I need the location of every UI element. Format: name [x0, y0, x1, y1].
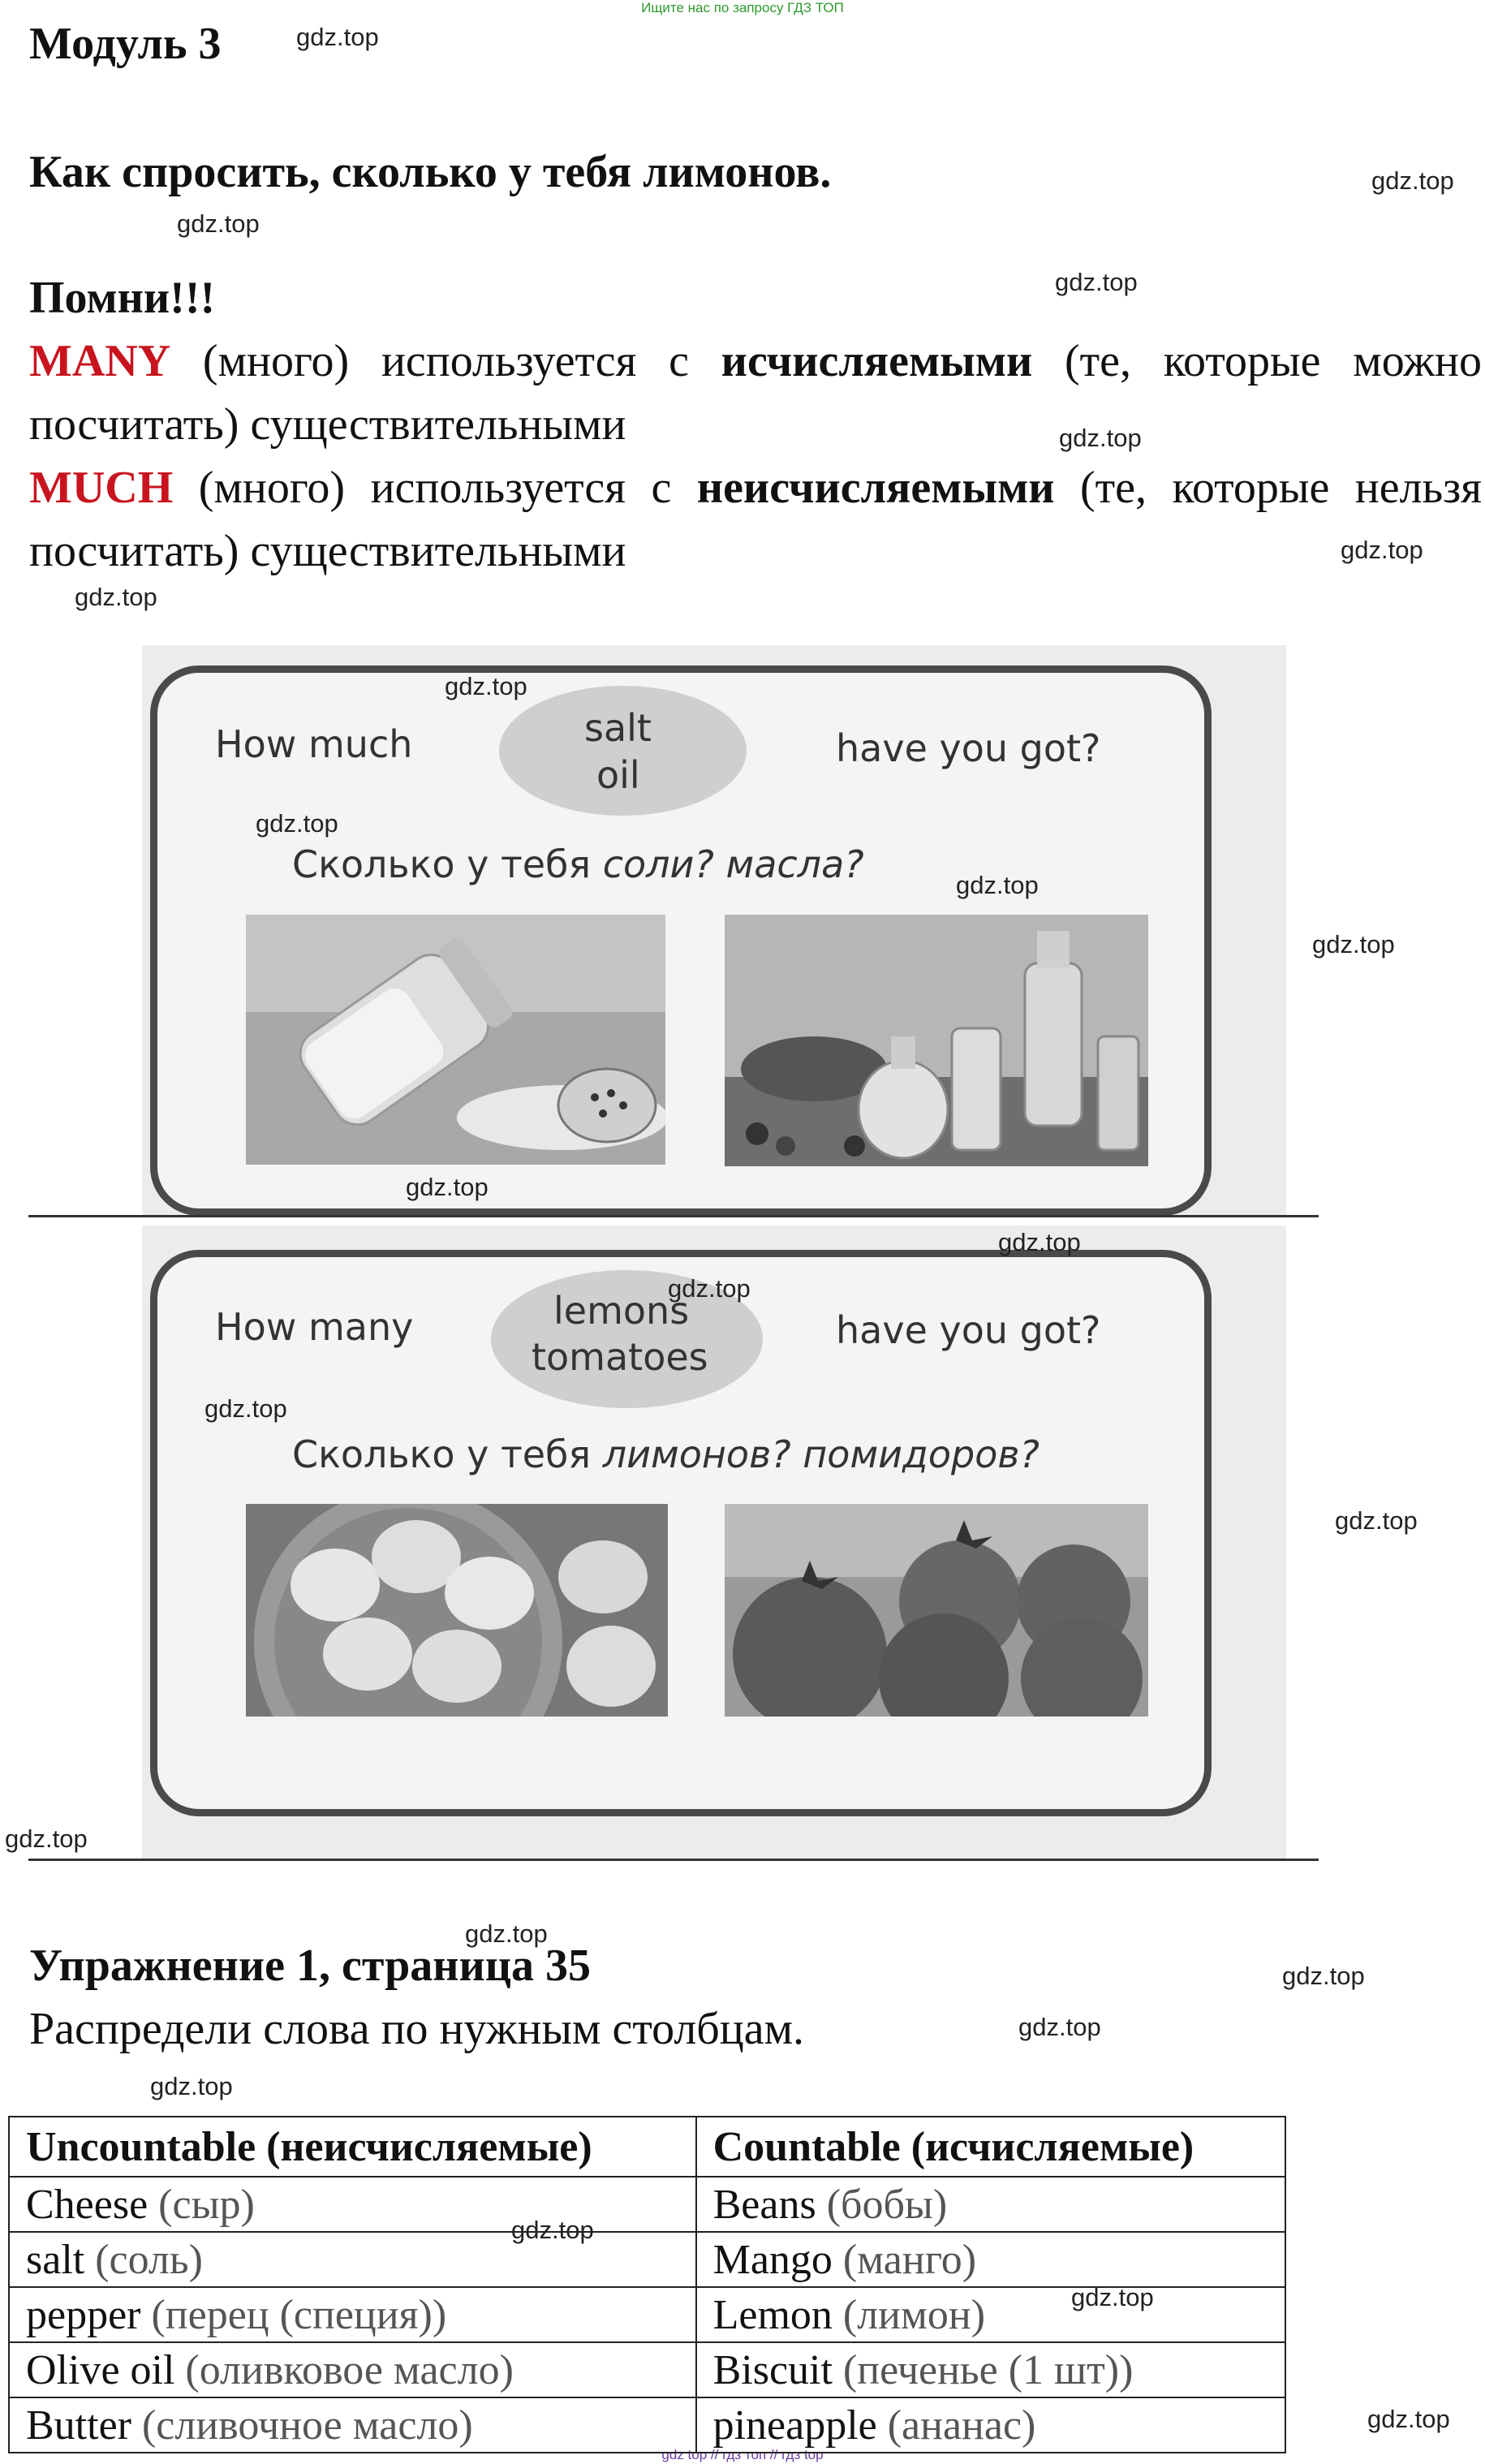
- cell-ru: (перец (специя)): [140, 2291, 447, 2338]
- table-cell: [696, 2232, 1285, 2287]
- tomatoes-drawing: [725, 1504, 1148, 1717]
- exercise-title: Упражнение 1, страница 35: [29, 1941, 592, 1991]
- cell-en: Butter: [26, 2402, 131, 2449]
- table-cell: [696, 2397, 1285, 2453]
- table-row: [9, 2232, 1285, 2287]
- panel-many-translation-a: Сколько у тебя: [292, 1432, 603, 1476]
- table-row: [9, 2397, 1285, 2453]
- watermark: gdz.top: [1335, 1506, 1418, 1535]
- watermark: gdz.top: [256, 809, 338, 838]
- panel-many-translation-b: лимонов? помидоров?: [602, 1432, 1040, 1476]
- table-cell: [696, 2287, 1285, 2342]
- table-cell: [696, 2177, 1285, 2232]
- watermark: gdz.top: [1059, 424, 1142, 452]
- watermark: gdz.top: [1367, 2405, 1450, 2433]
- salt-shaker-photo: [246, 915, 665, 1165]
- bottom-banner[interactable]: gdz top // гдз топ // гдз top: [661, 2447, 824, 2462]
- panel-many-cloud-1: lemons: [553, 1289, 690, 1333]
- table-row: [9, 2342, 1285, 2397]
- panel-much-right: have you got?: [836, 726, 1101, 770]
- table-header-row: [9, 2117, 1285, 2177]
- cell-ru: (бобы): [816, 2181, 948, 2228]
- cell-ru: (лимон): [832, 2291, 986, 2338]
- watermark: gdz.top: [150, 2072, 233, 2100]
- watermark: gdz.top: [296, 23, 379, 51]
- cell-ru: (сливочное масло): [131, 2402, 473, 2449]
- cell-en: Lemon: [712, 2291, 833, 2338]
- cell-ru: (оливковое масло): [174, 2346, 514, 2393]
- panel-many-right: have you got?: [836, 1308, 1101, 1352]
- lemons-drawing: [246, 1504, 668, 1717]
- watermark: gdz.top: [1341, 536, 1423, 564]
- cell-ru: (манго): [832, 2236, 977, 2283]
- panel-much-cloud-1: salt: [584, 706, 652, 750]
- olive-oil-photo: [725, 915, 1148, 1166]
- header-countable: Countable (исчисляемые): [696, 2117, 1285, 2177]
- watermark: gdz.top: [445, 672, 527, 700]
- table-cell: [9, 2342, 696, 2397]
- panel-much-left: How much: [215, 722, 413, 766]
- remember-heading: Помни!!!: [29, 273, 216, 323]
- watermark: gdz.top: [956, 871, 1039, 899]
- watermark: gdz.top: [1282, 1962, 1365, 1990]
- tomatoes-photo: [725, 1504, 1148, 1717]
- watermark: gdz.top: [1312, 930, 1395, 958]
- cell-en: pineapple: [712, 2402, 877, 2449]
- panel-many-cloud-2: tomatoes: [532, 1335, 708, 1379]
- panel-many-left: How many: [215, 1305, 414, 1349]
- rule-many-text-a: (много) используется с: [170, 336, 721, 386]
- much-word: MUCH: [29, 463, 174, 513]
- watermark: gdz.top: [998, 1228, 1081, 1256]
- watermark: gdz.top: [668, 1274, 751, 1303]
- rule-many: [29, 330, 1482, 456]
- cell-en: salt: [26, 2236, 85, 2283]
- salt-shaker-drawing: [246, 915, 665, 1165]
- panel-many-translation: [292, 1432, 1040, 1476]
- rule-much-bold: неисчисляемыми: [696, 463, 1055, 513]
- header-uncountable: Uncountable (неисчисляемые): [9, 2117, 696, 2177]
- lesson-title: Как спросить, сколько у тебя лимонов.: [29, 147, 832, 197]
- watermark: gdz.top: [1071, 2283, 1154, 2311]
- table-cell: [9, 2287, 696, 2342]
- watermark: gdz.top: [406, 1173, 489, 1201]
- panel-much-translation-b: соли? масла?: [602, 842, 864, 886]
- cell-ru: (сыр): [148, 2181, 255, 2228]
- table-row: [9, 2177, 1285, 2232]
- cell-en: Mango: [712, 2236, 833, 2283]
- cell-en: Biscuit: [712, 2346, 833, 2393]
- watermark: gdz.top: [75, 583, 157, 611]
- cell-en: Cheese: [26, 2181, 148, 2228]
- cell-ru: (соль): [84, 2236, 203, 2283]
- top-banner[interactable]: Ищите нас по запросу ГДЗ ТОП: [641, 0, 844, 15]
- rule-much: [29, 456, 1482, 583]
- rule-much-text-a: (много) используется с: [173, 463, 697, 513]
- cell-en: Olive oil: [26, 2346, 175, 2393]
- cell-en: Beans: [712, 2181, 816, 2228]
- olive-oil-drawing: [725, 915, 1148, 1166]
- watermark: gdz.top: [204, 1394, 287, 1423]
- cell-ru: (ананас): [876, 2402, 1036, 2449]
- watermark: gdz.top: [465, 1919, 548, 1948]
- rule-many-bold: исчисляемыми: [721, 336, 1033, 386]
- module-title: Модуль 3: [29, 19, 222, 69]
- many-word: MANY: [29, 336, 171, 386]
- table-cell: [696, 2342, 1285, 2397]
- watermark: gdz.top: [1371, 166, 1454, 195]
- table-cell: [9, 2397, 696, 2453]
- watermark: gdz.top: [177, 209, 260, 238]
- watermark: gdz.top: [1018, 2013, 1101, 2041]
- panel-much-cloud-2: oil: [596, 753, 640, 797]
- cell-en: pepper: [26, 2291, 141, 2338]
- panel-much-translation: [292, 842, 864, 886]
- watermark: gdz.top: [5, 1824, 88, 1853]
- watermark: gdz.top: [511, 2216, 594, 2244]
- watermark: gdz.top: [1055, 268, 1138, 296]
- divider-1: [28, 1215, 1319, 1217]
- rule-many-text-b: (те, которые можно посчитать) существительными: [29, 336, 1482, 450]
- cell-ru: (печенье (1 шт)): [832, 2346, 1134, 2393]
- lemons-photo: [246, 1504, 668, 1717]
- rule-much-text-b: (те, которые нельзя посчитать) существительными: [29, 463, 1482, 576]
- divider-2: [28, 1859, 1319, 1861]
- panel-much-translation-a: Сколько у тебя: [292, 842, 603, 886]
- exercise-task: Распредели слова по нужным столбцам.: [29, 2004, 805, 2054]
